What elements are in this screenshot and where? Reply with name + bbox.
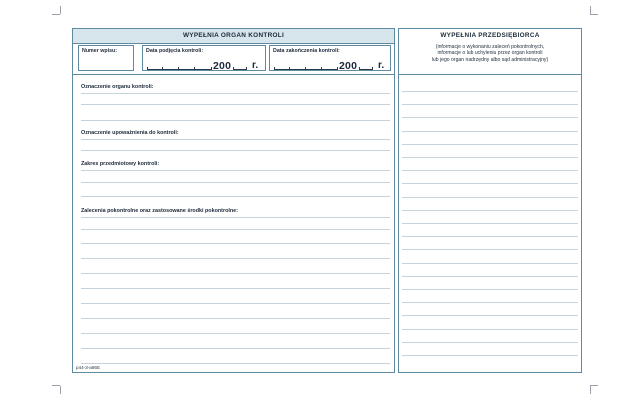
ruled-line xyxy=(402,236,578,237)
oznaczenie-organu-label: Oznaczenie organu kontroli: xyxy=(81,84,154,90)
crop-mark-bottom-right-v xyxy=(590,386,591,394)
ruled-line xyxy=(81,104,390,105)
ruled-line xyxy=(81,170,390,171)
crop-mark-top-left-v xyxy=(60,6,61,14)
przedsiebiorca-header: WYPEŁNIA PRZEDSIĘBIORCA xyxy=(399,29,581,43)
form-code: p44-3-a86E xyxy=(76,365,101,370)
ruled-line xyxy=(81,243,390,244)
przedsiebiorca-ruled-area[interactable] xyxy=(399,29,581,372)
ruled-line xyxy=(402,104,578,105)
ruled-line xyxy=(81,217,390,218)
ruled-line xyxy=(402,157,578,158)
zakres-przedmiotowy-label: Zakres przedmiotowy kontroli: xyxy=(81,161,160,167)
ruled-line xyxy=(402,263,578,264)
ruled-line xyxy=(81,93,390,94)
przedsiebiorca-note-line-2: informacje o lub uchyleniu przez organ kontroli xyxy=(437,50,543,57)
przedsiebiorca-note-line-1: (informacje o wykonaniu zaleceń pokontrolnych, xyxy=(435,44,545,50)
zalecenia-pokontrolne-label: Zalecenia pokontrolne oraz zastosowane środki pokontrolne: xyxy=(81,208,238,214)
ruled-line xyxy=(402,249,578,250)
ruled-line xyxy=(402,210,578,211)
crop-mark-bottom-left-h xyxy=(52,385,60,386)
ruled-line xyxy=(81,196,390,197)
ruled-line xyxy=(402,183,578,184)
crop-mark-top-left-h xyxy=(52,14,60,15)
ruled-line xyxy=(402,170,578,171)
ruled-line xyxy=(402,289,578,290)
ruled-line xyxy=(81,348,390,349)
ruled-line xyxy=(81,182,390,183)
crop-mark-bottom-right-h xyxy=(590,385,598,386)
ruled-line xyxy=(402,302,578,303)
data-podjecia-year: 200 xyxy=(213,60,232,72)
data-podjecia-label: Data podjęcia kontroli: xyxy=(146,48,204,54)
ruled-line xyxy=(402,342,578,343)
numer-wpisu-label: Numer wpisu: xyxy=(82,48,118,54)
ruled-line xyxy=(81,318,390,319)
organ-kontroli-section xyxy=(72,28,395,373)
przedsiebiorca-section xyxy=(398,28,582,373)
ruled-line xyxy=(81,273,390,274)
organ-kontroli-ruled-area[interactable] xyxy=(73,29,394,372)
ruled-line xyxy=(81,333,390,334)
ruled-line xyxy=(81,258,390,259)
data-podjecia-r: r. xyxy=(252,60,259,71)
data-zakonczenia-label: Data zakończenia kontroli: xyxy=(273,48,340,54)
ruled-line xyxy=(402,144,578,145)
ruled-line xyxy=(402,223,578,224)
ruled-line xyxy=(81,303,390,304)
crop-mark-bottom-left-v xyxy=(60,386,61,394)
przedsiebiorca-note-line-3: lub jego organ nadrzędny albo sąd administracyjny) xyxy=(431,56,549,63)
organ-kontroli-header: WYPEŁNIA ORGAN KONTROLI xyxy=(73,29,394,44)
oznaczenie-upowaznienia-label: Oznaczenie upoważnienia do kontroli: xyxy=(81,130,179,136)
ruled-line xyxy=(81,229,390,230)
ruled-line xyxy=(402,131,578,132)
ruled-line xyxy=(81,363,390,364)
data-zakonczenia-r: r. xyxy=(378,60,385,71)
ruled-line xyxy=(81,120,390,121)
ruled-line xyxy=(402,329,578,330)
ruled-line xyxy=(402,91,578,92)
data-zakonczenia-year: 200 xyxy=(339,60,358,72)
ruled-line xyxy=(402,117,578,118)
ruled-line xyxy=(81,288,390,289)
ruled-line xyxy=(402,197,578,198)
crop-mark-top-right-h xyxy=(590,14,598,15)
crop-mark-top-right-v xyxy=(590,6,591,14)
ruled-line xyxy=(402,276,578,277)
ruled-line xyxy=(402,315,578,316)
ruled-line xyxy=(81,139,390,140)
ruled-line xyxy=(81,150,390,151)
ruled-line xyxy=(402,355,578,356)
